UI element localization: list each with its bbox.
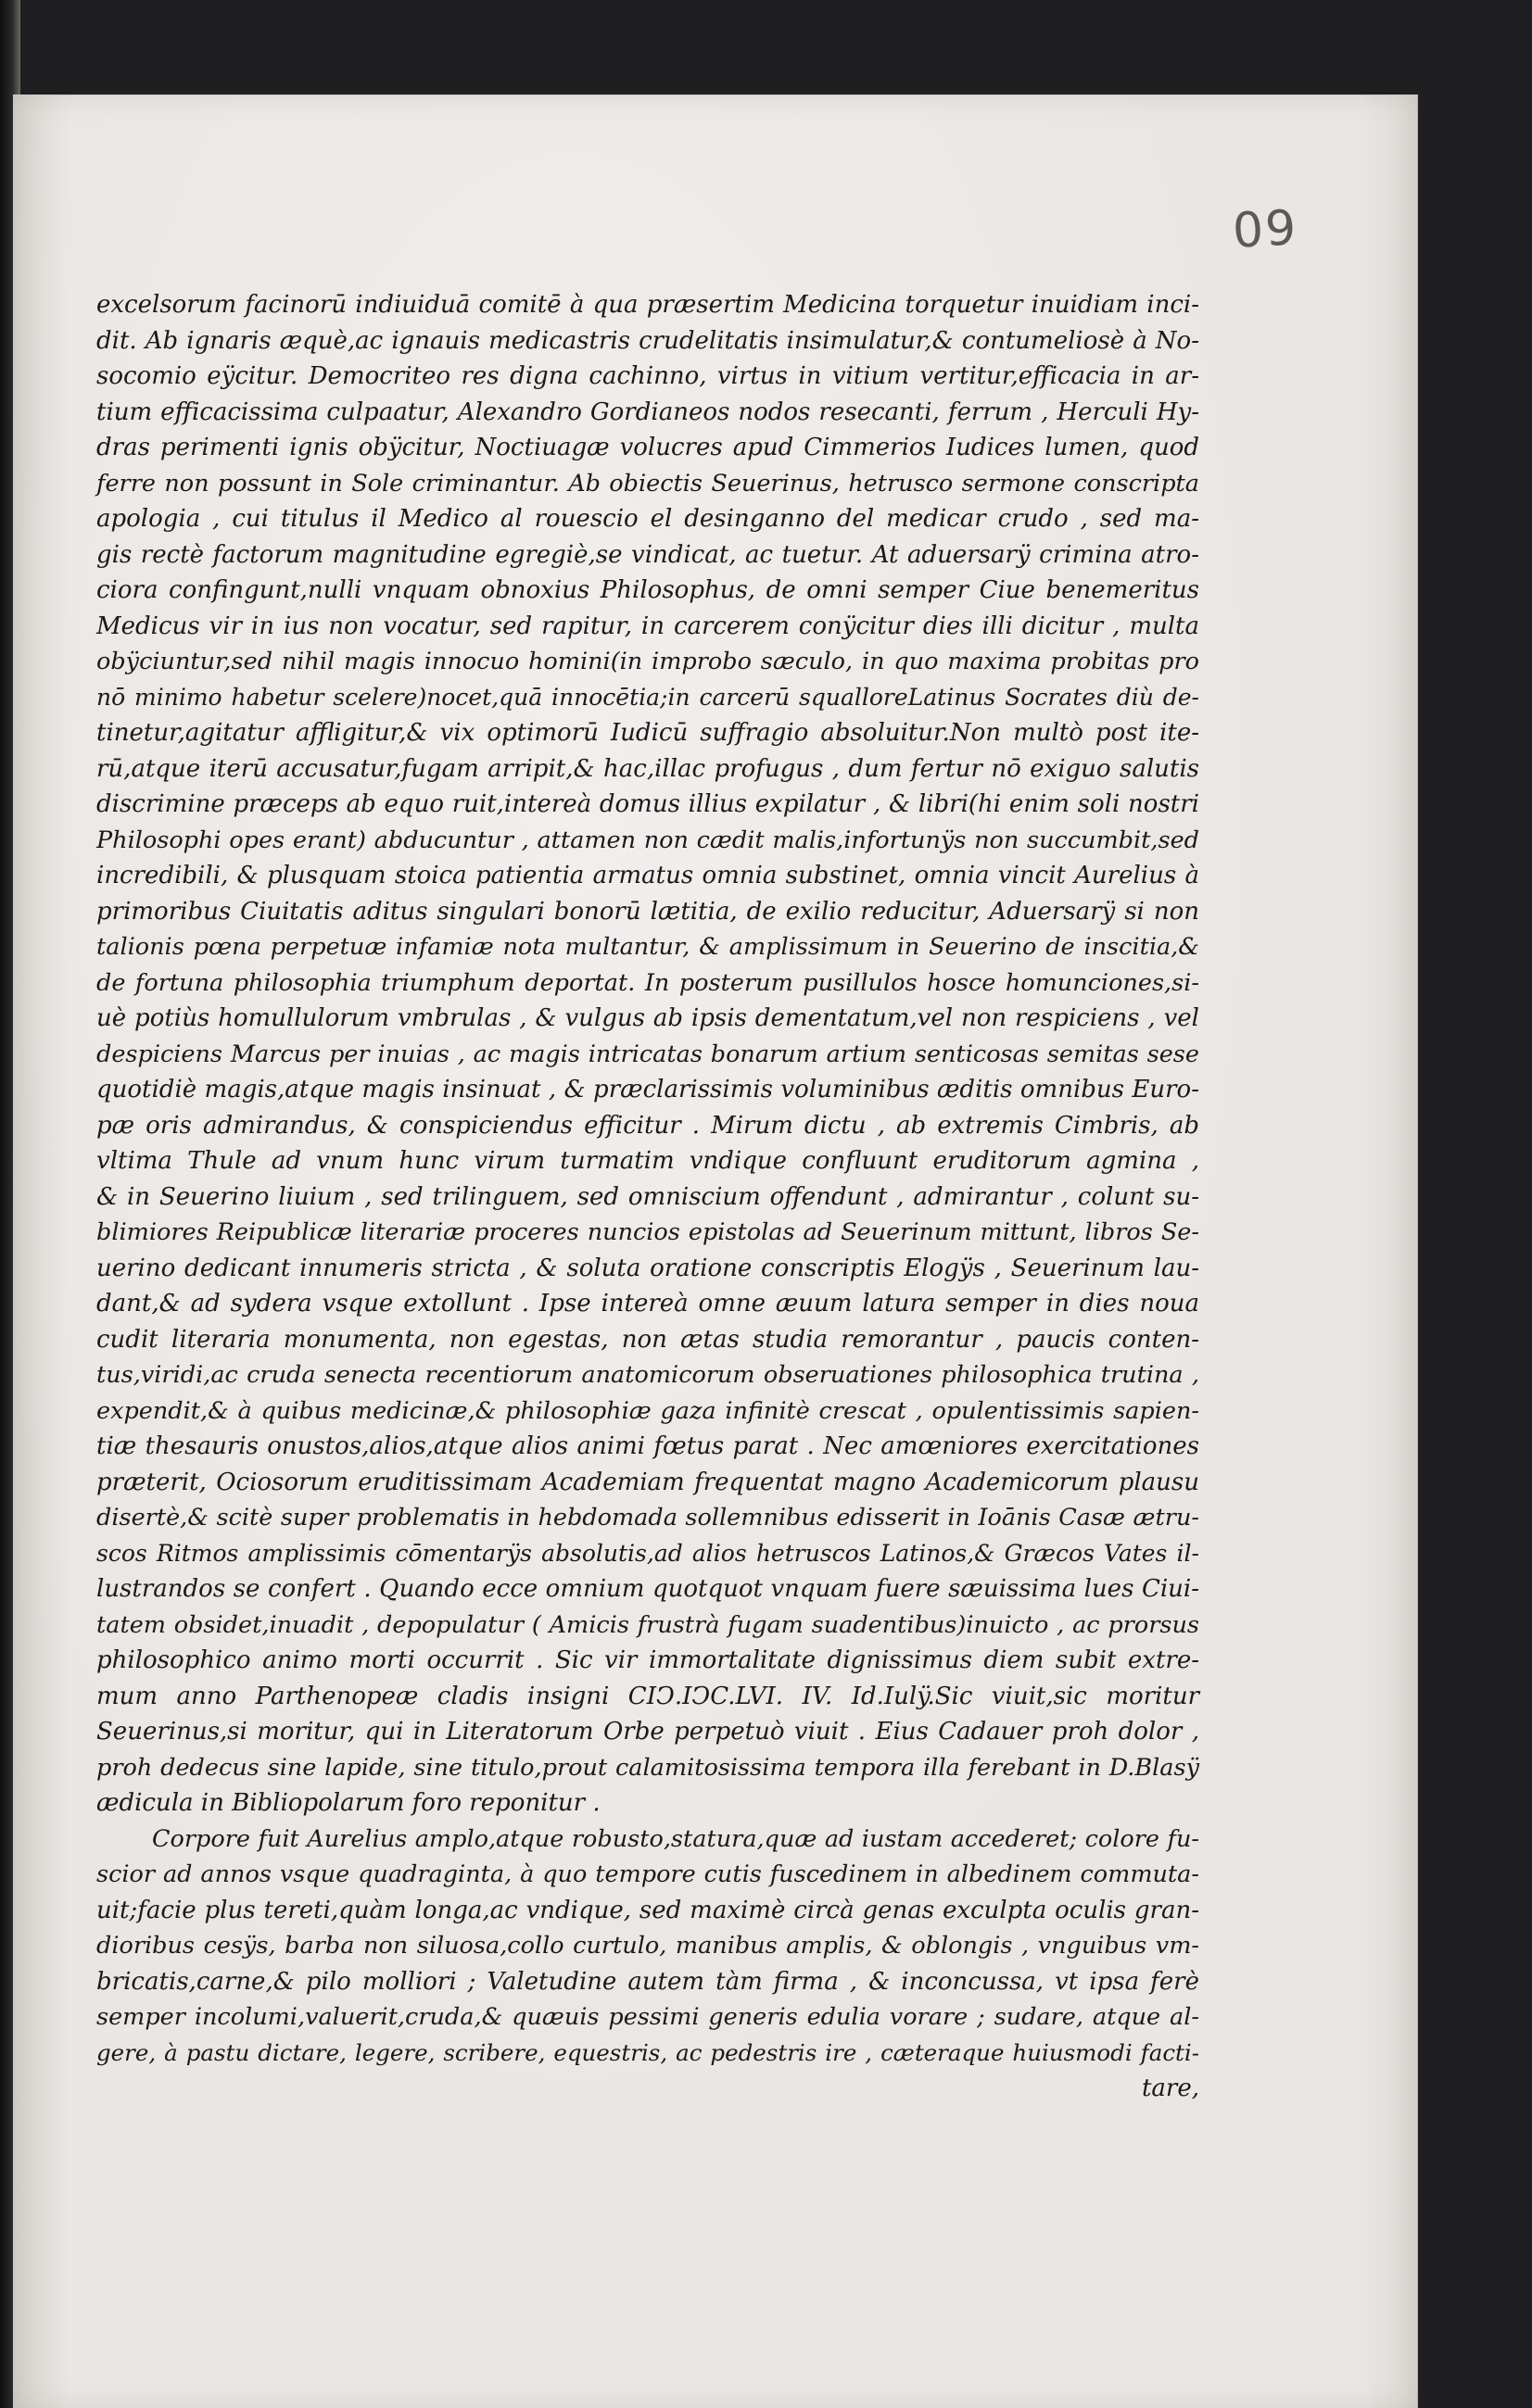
text-line: primoribus Ciuitatis aditus singulari bonorū lætitia, de exilio reducitur, Aduersarÿ si non <box>96 897 1199 926</box>
text-line: Corpore fuit Aurelius amplo,atque robusto,statura,quæ ad iustam accederet; colore fu- <box>152 1824 1199 1853</box>
text-line: tus,viridi,ac cruda senecta recentiorum anatomicorum obseruationes philosophica trutina , <box>96 1361 1199 1389</box>
text-block <box>96 287 1199 2107</box>
folio-number: 09 <box>1231 200 1299 259</box>
text-line: incredibili, & plusquam stoica patientia armatus omnia substinet, omnia vincit Aurelius à <box>96 862 1199 889</box>
text-line: quotidiè magis,atque magis insinuat , & præclarissimis voluminibus æditis omnibus Euro- <box>96 1076 1199 1103</box>
text-line: expendit,& à quibus medicinæ,& philosophiæ gaza infinitè crescat , opulentissimis sapien- <box>96 1396 1199 1425</box>
text-line: dras perimenti ignis obÿcitur, Noctiuagæ volucres apud Cimmerios Iudices lumen, quod <box>96 434 1199 461</box>
text-line: socomio eÿcitur. Democriteo res digna cachinno, virtus in vitium vertitur,efficacia in ar- <box>96 362 1199 390</box>
text-line: dant,& ad sydera vsque extollunt . Ipse intereà omne æuum latura semper in dies noua <box>96 1290 1199 1317</box>
text-line: rū,atque iterū accusatur,fugam arripit,& hac,illac profugus , dum fertur nō exiguo salutis <box>96 754 1199 783</box>
text-line: scior ad annos vsque quadraginta, à quo tempore cutis fuscedinem in albedinem commuta- <box>96 1860 1199 1888</box>
text-line: disertè,& scitè super problematis in hebdomada sollemnibus edisserit in Ioānis Casæ ætru- <box>96 1504 1199 1532</box>
text-line: Medicus vir in ius non vocatur, sed rapitur, in carcerem conÿcitur dies illi dicitur , multa <box>96 611 1199 640</box>
text-line: uit;facie plus tereti,quàm longa,ac vndique, sed maximè circà genas exculpta oculis gran- <box>96 1896 1199 1924</box>
text-line: discrimine præceps ab equo ruit,intereà domus illius expilatur , & libri(hi enim soli nostri <box>96 790 1199 818</box>
text-line: despiciens Marcus per inuias , ac magis intricatas bonarum artium senticosas semitas sese <box>96 1040 1199 1068</box>
text-line: ciora confingunt,nulli vnquam obnoxius Philosophus, de omni semper Ciue benemeritus <box>96 576 1199 604</box>
text-line: tatem obsidet,inuadit , depopulatur ( Amicis frustrà fugam suadentibus)inuicto , ac prorsus <box>96 1610 1199 1639</box>
text-line: talionis pœna perpetuæ infamiæ nota multantur, & amplissimum in Seuerino de inscitia,& <box>96 933 1199 961</box>
text-line: apologia , cui titulus il Medico al rouescio el desinganno del medicar crudo , sed ma- <box>96 505 1199 533</box>
text-line: lustrandos se confert . Quando ecce omnium quotquot vnquam fuere sæuissima lues Ciui- <box>96 1575 1199 1603</box>
text-line: nō minimo habetur scelere)nocet,quā innocētia;in carcerū squalloreLatinus Socrates diù de- <box>96 683 1199 711</box>
text-line: ferre non possunt in Sole criminantur. Ab obiectis Seuerinus, hetrusco sermone conscripta <box>96 469 1199 498</box>
text-line: præterit, Ociosorum eruditissimam Academiam frequentat magno Academicorum plausu <box>96 1468 1199 1496</box>
text-line: proh dedecus sine lapide, sine titulo,prout calamitosissima tempora illa ferebant in D.Blasÿ <box>96 1753 1199 1782</box>
text-line: tium efficacissima culpaatur, Alexandro Gordianeos nodos resecanti, ferrum , Herculi Hy- <box>96 397 1199 426</box>
text-line: semper incolumi,valuerit,cruda,& quæuis pessimi generis edulia vorare ; sudare, atque al- <box>96 2003 1199 2031</box>
text-line: uè potiùs homullulorum vmbrulas , & vulgus ab ipsis dementatum,vel non respiciens , vel <box>96 1004 1199 1032</box>
text-line: philosophico animo morti occurrit . Sic vir immortalitate dignissimus diem subit extre- <box>96 1646 1199 1674</box>
text-line: uerino dedicant innumeris stricta , & soluta oratione conscriptis Elogÿs , Seuerinum lau- <box>96 1254 1199 1282</box>
text-line: tiæ thesauris onustos,alios,atque alios animi fœtus parat . Nec amœniores exercitationes <box>96 1432 1199 1460</box>
text-line: blimiores Reipublicæ literariæ proceres nuncios epistolas ad Seuerinum mittunt, libros Se- <box>96 1218 1199 1246</box>
text-line: scos Ritmos amplissimis cōmentarÿs absolutis,ad alios hetruscos Latinos,& Græcos Vates il- <box>96 1539 1199 1567</box>
text-line: dioribus cesÿs, barba non siluosa,collo curtulo, manibus amplis, & oblongis , vnguibus vm- <box>96 1932 1199 1960</box>
text-line: excelsorum facinorū indiuiduā comitē à qua præsertim Medicina torquetur inuidiam inci- <box>96 291 1199 319</box>
text-line: ædicula in Bibliopolarum foro reponitur . <box>96 1789 601 1817</box>
catchword: tare, <box>1141 2074 1199 2102</box>
text-line: pæ oris admirandus, & conspiciendus efficitur . Mirum dictu , ab extremis Cimbris, ab <box>96 1111 1199 1140</box>
text-line: gis rectè factorum magnitudine egregiè,se vindicat, ac tuetur. At aduersarÿ crimina atro- <box>96 540 1199 569</box>
text-line: tinetur,agitatur affligitur,& vix optimorū Iudicū suffragio absoluitur.Non multò post ite- <box>96 719 1199 747</box>
text-line: vltima Thule ad vnum hunc virum turmatim vndique confluunt eruditorum agmina , <box>96 1147 1199 1175</box>
text-line: Seuerinus,si moritur, qui in Literatorum Orbe perpetuò viuit . Eius Cadauer proh dolor , <box>96 1718 1199 1746</box>
text-line: & in Seuerino liuium , sed trilinguem, sed omniscium offendunt , admirantur , colunt su- <box>96 1182 1199 1211</box>
text-line: bricatis,carne,& pilo molliori ; Valetudine autem tàm firma , & inconcussa, vt ipsa ferè <box>96 1967 1199 1996</box>
text-line: cudit literaria monumenta, non egestas, non ætas studia remorantur , paucis conten- <box>96 1325 1199 1354</box>
text-line: Philosophi opes erant) abducuntur , attamen non cædit malis,infortunÿs non succumbit,sed <box>96 826 1199 854</box>
book-page <box>13 95 1418 2408</box>
text-line: de fortuna philosophia triumphum deportat. In posterum pusillulos hosce homunciones,si- <box>96 968 1199 997</box>
text-line: dit. Ab ignaris æquè,ac ignauis medicastris crudelitatis insimulatur,& contumeliosè à No- <box>96 326 1199 355</box>
text-line: mum anno Parthenopeæ cladis insigni CIↃ.IↃC.LVI. IV. Id.Iulÿ.Sic viuit,sic moritur <box>96 1682 1199 1710</box>
text-line: obÿciuntur,sed nihil magis innocuo homini(in improbo sæculo, in quo maxima probitas pro <box>96 648 1199 675</box>
text-line: gere, à pastu dictare, legere, scribere, equestris, ac pedestris ire , cæteraque huiusmodi facti- <box>96 2038 1199 2066</box>
